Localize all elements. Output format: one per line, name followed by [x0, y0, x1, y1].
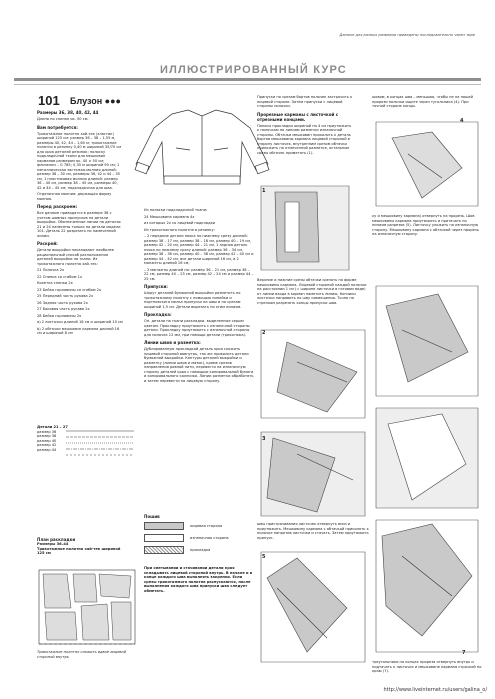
part-item: 28 Бейка горловины 2x [37, 313, 82, 318]
layout-text [37, 537, 127, 556]
legend-back-label: изнаночная сторона [190, 536, 229, 540]
cut-title: Раскрой: [37, 241, 58, 246]
col3-top: Припуски по срезам бортов полочек застрочить к лицевой стороне. Затем припуски с лицевой стороны полочки. [257, 95, 353, 108]
col2-line: – 2 передние детали пояса по нижнему срезу длиной: размер 38 – 17 см, размер 38 – 18 см, размер 40 – 19 см, размер 42 – 20 см, размер 44 – 21 см, 1 задняя деталь пояса по нижнему срезу длиной: размер 36 – 34 см, размер 38 – 36 см, размер 40 – 38 см, размер 42 – 40 см и размер 44 – 42 см, все детали шириной 16 см, в 2 манжеты длиной 16 см; [144, 234, 254, 265]
part-item: 23 Бейка горловины со сгибом 2x [37, 287, 102, 292]
legend-face-label: лицевая сторона [190, 524, 223, 528]
step-1-illustration [257, 182, 353, 274]
step-number: 7 [462, 650, 466, 656]
jacket-sketch [132, 108, 274, 196]
cut-text: Детали выкройки показывают наиболее рациональный способ расположения деталей выкройки на ткани. Из трикотажного полотна хай-тек: [37, 248, 114, 266]
part-item: Кокетка спинки 2x [37, 281, 73, 285]
size-lines-diagram [60, 425, 140, 465]
pattern-size: размер 40 [37, 438, 57, 443]
col4-bottom: треугольники на концах прореза отвернуть внутрь и подтачать к листочке и мешковине кармана строчкой по краю (7). [372, 660, 482, 673]
pocket-text: Полосы прокладки шириной по 4 см приутюжить к полочкам по линиям разметки изнаночной стороны. Обтачки мешковин приколоть к деталь бортов мешковины кармана лицевой стороной в сторону листочек, внутренним срезом обтачки приложить по отмеченной разметке, остальные срезы обтачек приметать (1). [257, 123, 352, 155]
header-bar [14, 78, 481, 81]
pattern-size: размер 42 [37, 443, 57, 447]
layout-note: Трикотажное полотно сложить вдвое лицевой стороной внутрь [37, 650, 127, 659]
col2-line: – 2 манжеты длиной по: размер 36 – 21 см, размер 38 – 22 см, размер 40 – 23 см, размер 42 – 24 см и размер 44 – 25 см. [144, 267, 254, 281]
layout-fabric: Трикотажное полотно хай-тек шириной 125 см [37, 546, 121, 555]
step-number: 4 [460, 118, 464, 124]
step-7-illustration [372, 516, 482, 656]
column-1 [37, 110, 123, 338]
legend-swatch-back [144, 534, 184, 542]
materials-title: Вам потребуется: [37, 124, 78, 130]
step-4-illustration [372, 118, 482, 210]
col2-line: из которых 2х со лицевой подкладки [144, 221, 216, 225]
col2-line: Из трикотажного полотна в резинку: [144, 227, 215, 232]
part-item: 22 Спинка со сгибом 1x [37, 274, 82, 279]
legend-title: Пошив [144, 514, 160, 519]
doubling-text: Оп. детали на ткани раскладки, выделенные серым цветом. Прокладку приутюжить с изнаночной стороны детали. Прокладку приутюжить с изнаночной стороны для полочек 12 мм, при помощи детали (трикотажа). [144, 319, 250, 337]
layout-title: План раскладки [37, 537, 76, 542]
step-5-illustration [257, 548, 369, 666]
col2-top: Из полоски подкладочной ткани: [144, 208, 208, 212]
header-rule [14, 84, 481, 85]
legend-interfacing-label: прокладка [190, 548, 211, 552]
col3-bottom: швы пристрачивания листочек отвернуть вниз и приутюжить. Мешковину кармана с обтачкой приколоть к полочке напротив листочки и стачать. Затем приутюжить припуск. [257, 522, 369, 540]
section-title: ИЛЛЮСТРИРОВАННЫЙ КУРС [160, 64, 347, 76]
column-3 [257, 95, 353, 157]
lines-text: Дублированную прокладкой деталь кроя сложить лицевой стороной вовнутрь, так же приколоть детали бумажной выкройки. Контуры деталей выкройки и разметку (линии швов и мазок), кроме срезов направления ровной нити, перевести на изнаночную сторону деталей кроя с помощью копировальной бумаги и копировального колесика. Линии разметки обработать и затем перевести на лицевую сторону. [144, 347, 254, 383]
allowance-title: Припуски: [144, 284, 168, 289]
parts-list [37, 268, 123, 336]
pocket-title: Прорезные карманы с листочкой с отрезными концами. [257, 111, 339, 122]
column-2 [144, 208, 254, 385]
header-note: Данные для разных размеров приведены последовательно через тире [339, 33, 475, 37]
footer-url[interactable]: http://www.liveinternet.ru/users/galina_o/ [383, 687, 487, 693]
pattern-parts-label: Детали 21 – 27 [37, 425, 68, 429]
layout-sizes: Размеры 36–44 [37, 542, 69, 546]
col4-top: шовом, в концах шва – меньшою, чтобы не на нашей прорези полочки ищите через тугольника (4). При точной стороне концы. [372, 95, 473, 108]
step-6b-illustration [372, 404, 482, 512]
materials-text: Трикотажное полотно хай-тек (эластик) шириной 125 см: размер 36 – 38 – 1,55 м, размеры 40, 42, 44 – 1,60 м; трикотажное полотно в резинку 0,40 м шириной 35/70 см для кроя деталей резинок; полоску подкладочной ткани для мешковин карманов размером ок. 40 × 50 см; флизелин – G 785; 0,35 м шириной 90 см; 1 металлическая застежка-молния длиной: размер 38 – 30 см, размеры 36, 42 и 44 – 35 см, 1 пластиковая молния длиной: размер 36 – 40 см, размер 38 – 45 см, размеры 40, 42 и 44 – 45 см; подкладочная для шва. [37, 131, 122, 190]
model-number: 101 [38, 93, 60, 108]
pattern-size: размер 36 [37, 429, 57, 434]
legend-swatch-face [144, 522, 184, 530]
pattern-size: размер 44 [37, 447, 57, 452]
step-number: 5 [262, 554, 266, 560]
part-item: b) 2 обтачки мешковин кармана длиной 16 см и шириной 8 см [37, 326, 120, 335]
part-item: 25 Передний часть рукава 2x [37, 294, 94, 298]
part-item: 26 Задняя часть рукава 2x [37, 300, 88, 305]
step-6-illustration [372, 282, 482, 400]
before-cut-title: Перед раскроем: [37, 204, 78, 209]
step-number: 1 [262, 188, 266, 194]
col3-mid: Верхние и нижние срезы обтачки срезать по форме мешковины кармана. Лицевой стороной каждой полочки на расстоянии 1 см (= ширине листочки в готовом виде) от линии входа в карман наметить линию. Кончики листочки направить по шву совмещения. Точно по стрелкам разрезать концы припуски шва. [257, 278, 367, 305]
pattern-size: размер 38 [37, 434, 57, 438]
zipper-note: Отделочная молния: держащая форму молния. [37, 192, 112, 201]
col4-mid: ку и мешковину кармана) отвернуть на прорезь. Шов мешковины кармана приутюжить и притачать по линиям разрезов (5). Листочку уложить на изнаночную сторону. Мешковину кармана с обтачкой через прорезь на изнаночную сторону. [372, 214, 479, 236]
part-item: a) 2 листочки длиной 16 см и шириной 10 см [37, 320, 123, 324]
legend-swatch-interfacing [144, 546, 184, 554]
bold-note: При сметывании и стачивании детали кроя складывать лицевой стороной внутрь. В начале и в конце каждого шва выполнять закрепки. Если срезы трикотажного полотна распускаются, после выполнения каждого шва припуски шва следует обметать. [144, 566, 253, 593]
part-item: 27 Боковая часть рукава 2x [37, 307, 90, 311]
col2-line: 24 Мешковина кармана 4x [144, 214, 195, 219]
part-item: 21 Полочка 2x [37, 268, 65, 272]
doubling-title: Прокладка: [144, 312, 172, 317]
step-2-illustration [257, 322, 369, 422]
step-number: 3 [262, 436, 266, 442]
lines-title: Линии швов и разметка: [144, 340, 201, 345]
allowance-text: Шкрут деталей бумажной выкройки разметить по трикотажному полотну с помощью линейки и портновского мелка припуски на швы и по срезам шириной 1,5 см. Детали вырезать по этим линиям. [144, 291, 242, 309]
before-cut-text: Все данные приводятся в размере 36 с учетом шовных припусков на детали выкройки. Обозначенные линии на деталях 21 и 24 нанесены только на детали модели 101. Деталь 22 разрезать по намеченной линии. [37, 211, 121, 238]
back-length: Длина по спинке ок. 50 см. [37, 117, 89, 121]
model-name: Блузон ●●● [70, 96, 121, 106]
step-number: 2 [262, 330, 266, 336]
sizes: Размеры 36, 38, 40, 42, 44 [37, 110, 99, 115]
step-3-illustration [257, 428, 369, 520]
